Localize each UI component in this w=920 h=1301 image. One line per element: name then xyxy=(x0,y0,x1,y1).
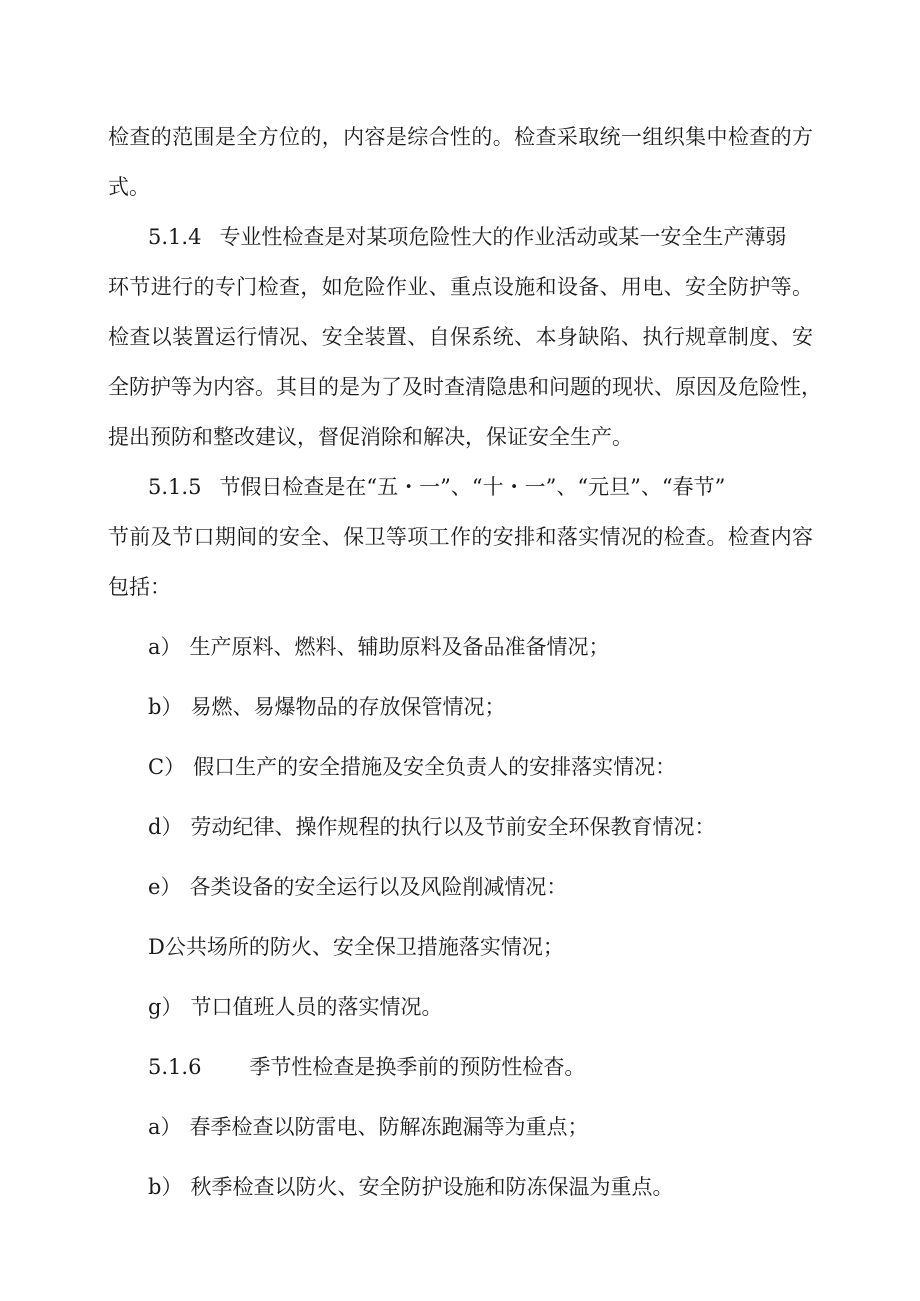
list-item-label: C） xyxy=(148,755,186,779)
section-number: 5.1.5 xyxy=(148,475,202,499)
paragraph-line: 节假日检查是在“五・一”、“十・一”、“元旦”、“春节” xyxy=(219,475,726,499)
list-item-label: b） xyxy=(148,1175,183,1199)
paragraph-line: 全防护等为内容。其目的是为了及时查清隐患和问题的现状、原因及危险性， xyxy=(108,375,822,399)
list-item-text: 假口生产的安全措施及安全负责人的安排落实情况： xyxy=(193,755,677,779)
list-item-label: d） xyxy=(148,815,183,839)
list-item xyxy=(148,812,715,842)
paragraph-line: 环节进行的专门检查，如危险作业、重点设施和设备、用电、安全防护等。 xyxy=(108,275,813,299)
list-item xyxy=(148,752,676,782)
list-item-text: 春季检查以防雷电、防解冻跑漏等为重点； xyxy=(189,1115,589,1139)
list-item-text: 易燃、易爆物品的存放保管情况； xyxy=(190,695,506,719)
list-item xyxy=(148,1172,673,1202)
section-5-1-6-heading xyxy=(148,1052,585,1082)
list-item-label: e） xyxy=(148,875,182,899)
list-item-label: g） xyxy=(148,995,183,1019)
list-item xyxy=(148,932,564,962)
list-item xyxy=(148,692,505,722)
paragraph-line: 式。 xyxy=(108,175,150,199)
list-item-label: D xyxy=(148,935,165,959)
section-5-1-4-heading xyxy=(148,222,786,252)
section-number: 5.1.6 xyxy=(148,1055,202,1079)
paragraph-line: 提出预防和整改建议，督促消除和解决，保证安全生产。 xyxy=(108,425,633,449)
list-item-label: b） xyxy=(148,695,183,719)
list-item-text: 节口值班人员的落实情况。 xyxy=(190,995,443,1019)
list-item-label: a） xyxy=(148,635,182,659)
paragraph-line: 季节性检查是换季前的预防性检杳。 xyxy=(249,1055,586,1079)
list-item-text: 劳动纪律、操作规程的执行以及节前安全环保教育情况： xyxy=(190,815,716,839)
list-item xyxy=(148,632,610,662)
paragraph-line: 节前及节口期间的安全、保卫等项工作的安排和落实情况的检查。检查内容 xyxy=(108,525,813,549)
list-item xyxy=(148,992,442,1022)
list-item-text: 公共场所的防火、安全保卫措施落实情况； xyxy=(164,935,564,959)
list-item xyxy=(148,872,567,902)
list-item-label: a） xyxy=(148,1115,182,1139)
paragraph-line: 检查的范围是全方位的，内容是综合性的。检查采取统一组织集中检查的方 xyxy=(108,125,813,149)
section-5-1-5-heading xyxy=(148,472,725,502)
section-number: 5.1.4 xyxy=(148,225,202,249)
list-item-text: 秋季检查以防火、安全防护设施和防冻保温为重点。 xyxy=(190,1175,674,1199)
list-item xyxy=(148,1112,589,1142)
paragraph-line: 检查以装置运行情况、安全装置、自保系统、本身缺陷、执行规章制度、安 xyxy=(108,325,813,349)
list-item-text: 各类设备的安全运行以及风险削减情况： xyxy=(189,875,568,899)
paragraph-line: 包括： xyxy=(108,575,171,599)
list-item-text: 生产原料、燃料、辅助原料及备品准备情况； xyxy=(189,635,610,659)
paragraph-line: 专业性检查是对某项危险性大的作业活动或某一安全生产薄弱 xyxy=(219,225,787,249)
